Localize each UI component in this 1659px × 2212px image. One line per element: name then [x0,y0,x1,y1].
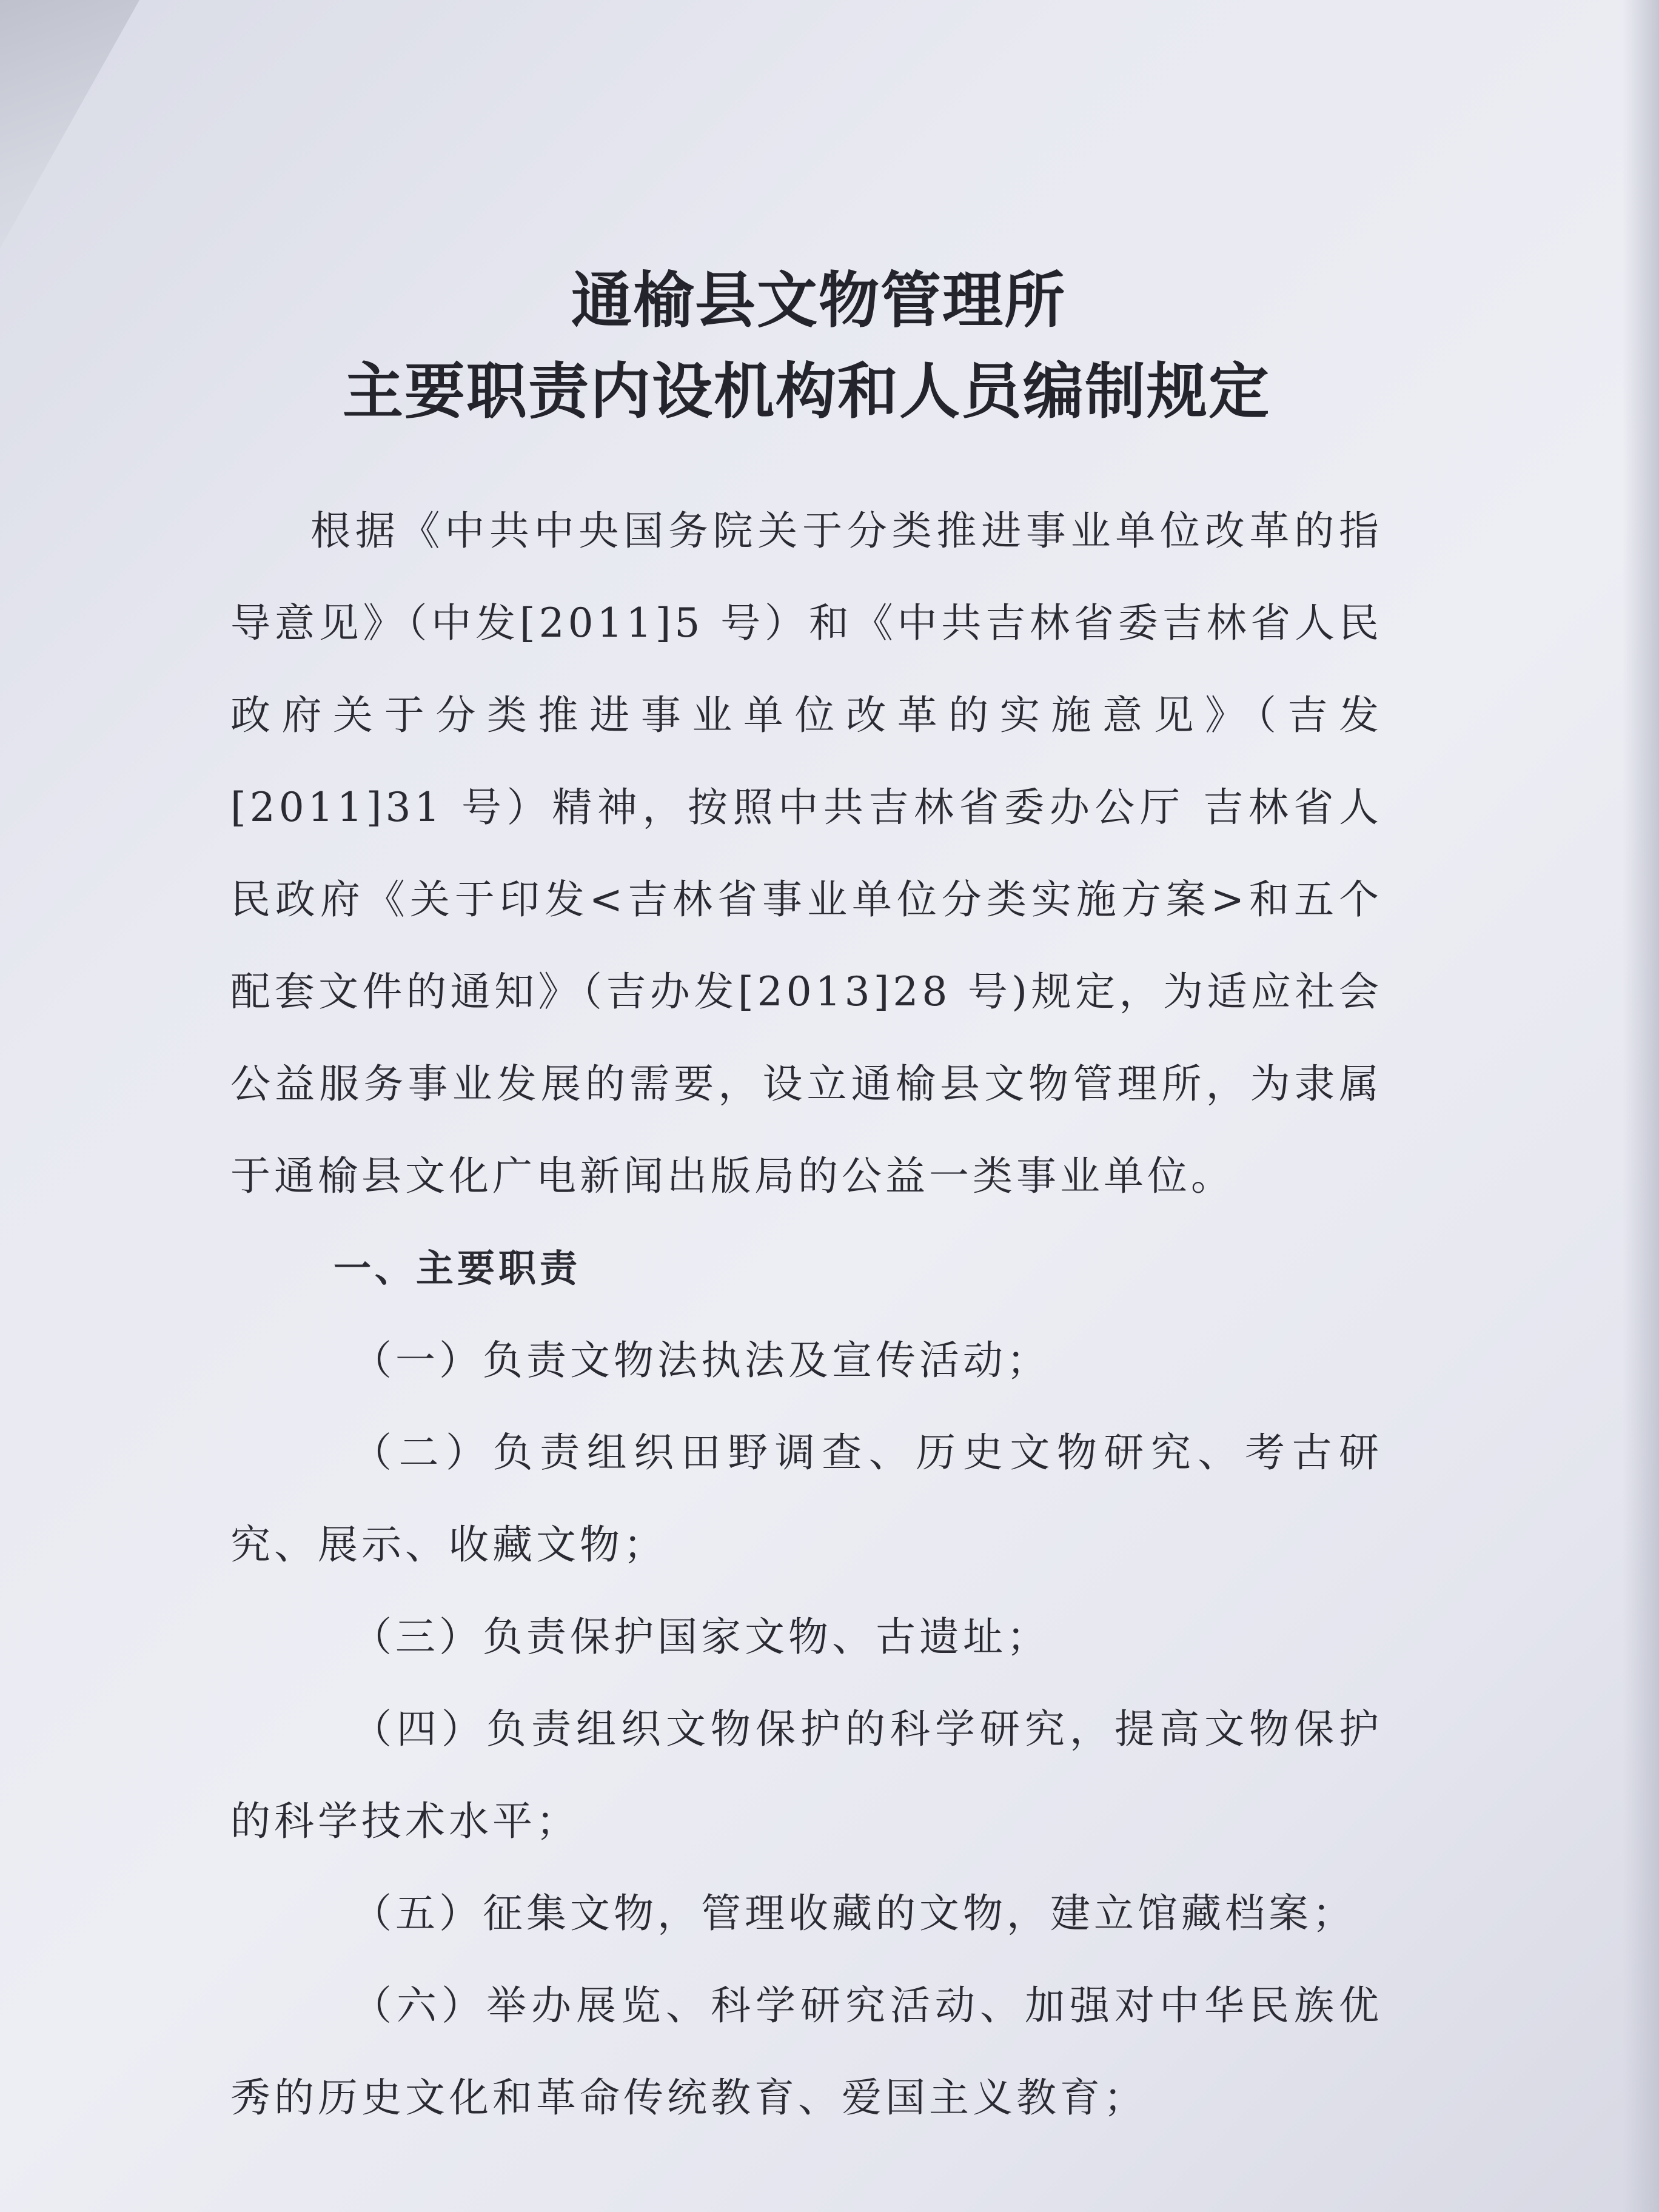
duty-item-1 [230,1315,1382,1407]
page-corner-fold [0,0,146,255]
duty-marker: （二） [352,1429,493,1476]
document-content [230,255,1382,2144]
duty-marker: （四） [352,1706,486,1752]
title-line-1: 通榆县文物管理所 [571,264,1066,336]
duty-text: 举办展览、科学研究活动、加强对中华民族优秀的历史文化和革命传统教育、爱国主义教育； [230,1982,1382,2121]
duty-text: 负责组织田野调查、历史文物研究、考古研究、展示、收藏文物； [230,1429,1383,1568]
intro-paragraph: 根据《中共中央国务院关于分类推进事业单位改革的指导意见》（中发[2011]5 号）和《中共吉林省委吉林省人民政府关于分类推进事业单位改革的实施意见》（吉发[2011]31 号）精神，按照中共吉林省委办公厅 吉林省人民政府《关于印发<吉林省事业单位分类实施方案>和五个配套文件的通知》（吉办发[2013]28 号)规定，为适应社会公益服务事业发展的需要，设立通榆县文物管理所，为隶属于通榆县文化广电新闻出版局的公益一类事业单位。 [230,508,1382,1199]
title-line-2: 主要职责内设机构和人员编制规定 [343,355,1270,427]
duty-item-3 [230,1591,1382,1683]
duty-text: 负责组织文物保护的科学研究，提高文物保护的科学技术水平； [230,1706,1382,1845]
duty-item-6 [230,1960,1382,2144]
document-body [230,485,1382,2144]
duty-marker: （六） [352,1982,486,2029]
duty-marker: （五） [352,1890,483,1937]
document-title [230,255,1382,437]
duty-item-2 [230,1407,1382,1591]
duty-text: 负责文物法执法及宣传活动； [483,1337,1050,1384]
duty-item-4 [230,1683,1382,1868]
duty-marker: （三） [352,1614,483,1660]
section-heading-duties: 一、主要职责 [333,1246,581,1290]
page-edge-shadow [1623,0,1659,2212]
duty-marker: （一） [352,1337,483,1384]
duty-item-5 [230,1868,1382,1960]
duty-text: 负责保护国家文物、古遗址； [483,1614,1050,1660]
duty-text: 征集文物，管理收藏的文物，建立馆藏档案； [483,1890,1356,1937]
